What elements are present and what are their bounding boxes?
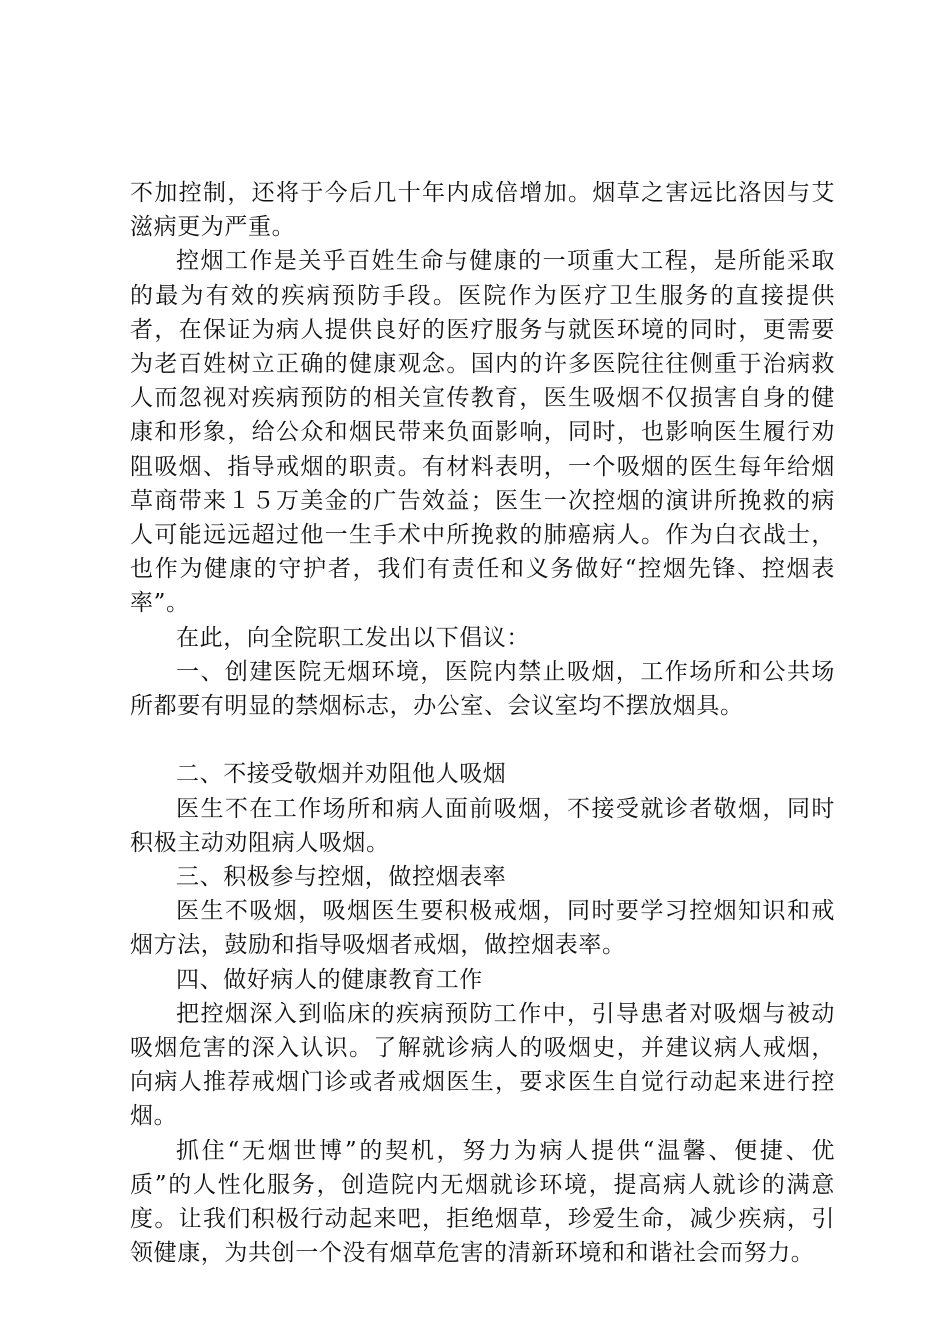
paragraph-proposal-intro: 在此，向全院职工发出以下倡议：: [176, 624, 530, 651]
paragraph-intro-continuation: 不加控制，还将于今后几十年内成倍增加。烟草之害远比洛因与艾滋病更为严重。: [130, 180, 835, 241]
paragraph-item-3-heading: 三、积极参与控烟，做控烟表率: [176, 864, 507, 891]
paragraph-importance: 控烟工作是关乎百姓生命与健康的一项重大工程，是所能采取的最为有效的疾病预防手段。医院作为医疗卫生服务的直接提供者，在保证为病人提供良好的医疗服务与就医环境的同时，更需要为老百姓树立正确的健康观念。国内的许多医院往往侧重于治病救人而忽视对疾病预防的相关宣传教育，医生吸烟不仅损害自身的健康和形象，给公众和烟民带来负面影响，同时，也影响医生履行劝阻吸烟、指导戒烟的职责。有材料表明，一个吸烟的医生每年给烟草商带来１５万美金的广告效益；医生一次控烟的演讲所挽救的病人可能远远超过他一生手术中所挽救的肺癌病人。作为白衣战士，也作为健康的守护者，我们有责任和义务做好“控烟先锋、控烟表率”。: [130, 248, 835, 617]
document-body: [130, 176, 835, 1270]
paragraph-item-3-body: 医生不吸烟，吸烟医生要积极戒烟，同时要学习控烟知识和戒烟方法，鼓励和指导吸烟者戒烟，做控烟表率。: [130, 898, 835, 959]
paragraph-item-2-body: 医生不在工作场所和病人面前吸烟，不接受就诊者敬烟，同时积极主动劝阻病人吸烟。: [130, 795, 835, 856]
paragraph-item-1: 一、创建医院无烟环境，医院内禁止吸烟，工作场所和公共场所都要有明显的禁烟标志，办公室、会议室均不摆放烟具。: [130, 658, 835, 720]
paragraph-item-2-heading: 二、不接受敬烟并劝阻他人吸烟: [176, 761, 507, 788]
blank-line: [130, 723, 835, 757]
paragraph-item-4-body: 把控烟深入到临床的疾病预防工作中，引导患者对吸烟与被动吸烟危害的深入认识。了解就诊病人的吸烟史，并建议病人戒烟，向病人推荐戒烟门诊或者戒烟医生，要求医生自觉行动起来进行控烟。: [130, 1000, 835, 1130]
paragraph-item-4-heading: 四、做好病人的健康教育工作: [176, 966, 483, 993]
paragraph-closing: 抓住“无烟世博”的契机，努力为病人提供“温馨、便捷、优质”的人性化服务，创造院内无烟就诊环境，提高病人就诊的满意度。让我们积极行动起来吧，拒绝烟草，珍爱生命，减少疾病，引领健康，为共创一个没有烟草危害的清新环境和和谐社会而努力。: [130, 1137, 835, 1267]
